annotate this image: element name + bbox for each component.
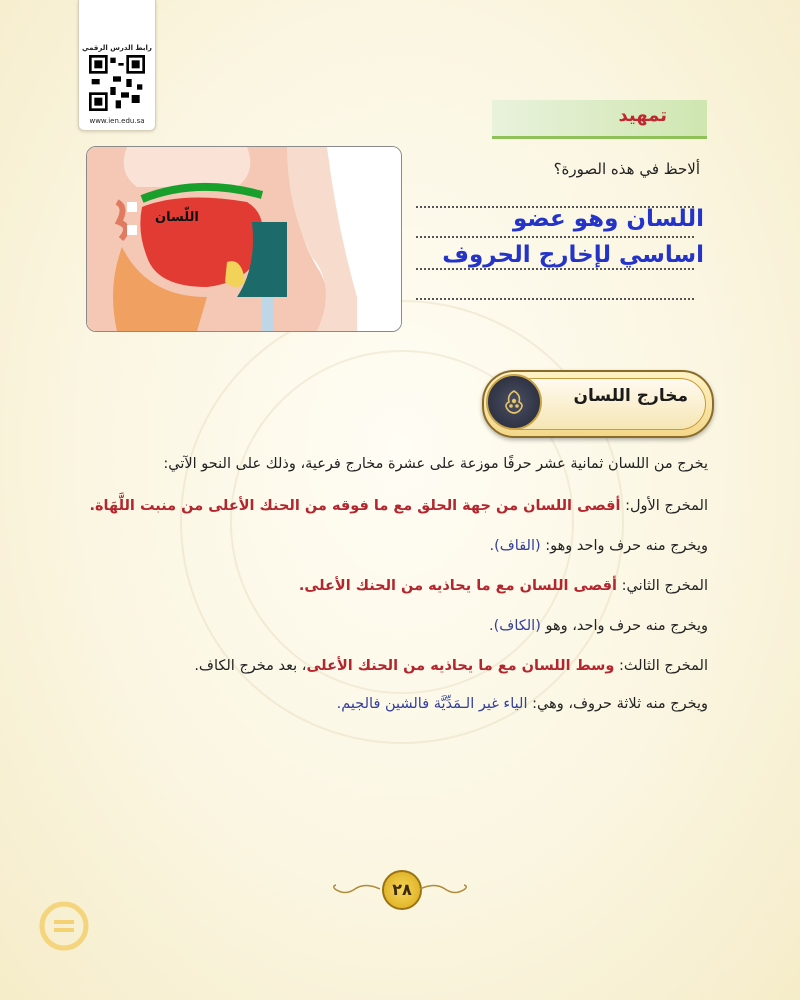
makhraj-3 xyxy=(194,658,708,674)
qr-code-icon[interactable] xyxy=(89,55,145,111)
tongue-anatomy-image xyxy=(86,146,402,332)
makhraj-2 xyxy=(299,578,708,594)
handwritten-answer-2: اساسي لإخارج الحروف xyxy=(442,242,704,268)
page-number-ornament xyxy=(330,868,470,908)
makhraj-3-letters: الياء غير الـمَدِّيَّة فالشين فالجيم. xyxy=(336,696,528,712)
makhraj-1-text: أقصى اللسان من جهة الحلق مع ما فوقه من الحنك الأعلى من منبت اللَّهَاة. xyxy=(89,498,621,514)
image-caption: اللّسان xyxy=(155,210,199,225)
qr-url[interactable]: www.ien.edu.sa xyxy=(89,117,145,125)
makhraj-3-label: المخرج الثالث: xyxy=(614,658,708,674)
header-title: تمهيد xyxy=(618,105,667,126)
makhraj-2-letter: (الكاف). xyxy=(489,618,541,634)
section-badge xyxy=(482,370,714,438)
section-title: مخارج اللسان xyxy=(573,386,688,406)
makhraj-3-text: وسط اللسان مع ما يحاذيه من الحنك الأعلى xyxy=(306,658,615,674)
makhraj-1 xyxy=(89,498,708,514)
page-number: ٢٨ xyxy=(382,870,422,910)
makhraj-2-output-prefix: ويخرج منه حرف واحد، وهو xyxy=(540,618,708,634)
makhraj-3-output-prefix: ويخرج منه ثلاثة حروف، وهي: xyxy=(527,696,708,712)
qr-code-card[interactable] xyxy=(78,0,156,131)
makhraj-2-text: أقصى اللسان مع ما يحاذيه من الحنك الأعلى. xyxy=(298,578,617,594)
flourish-left-icon xyxy=(330,882,380,896)
makhraj-1-label: المخرج الأول: xyxy=(620,498,708,514)
grape-leaf-icon xyxy=(486,374,542,430)
qr-label: رابط الدرس الرقمي xyxy=(82,44,152,52)
answer-line xyxy=(416,236,694,238)
makhraj-1-output xyxy=(489,538,708,554)
makhraj-2-label: المخرج الثاني: xyxy=(616,578,708,594)
makhraj-2-output xyxy=(489,618,708,634)
section-header-bar xyxy=(492,100,707,139)
makhraj-1-letter: (القاف). xyxy=(489,538,541,554)
handwritten-answer-1: اللسان وهو عضو xyxy=(512,206,704,232)
flourish-right-icon xyxy=(420,882,470,896)
intro-text: يخرج من اللسان ثمانية عشر حرفًا موزعة على عشرة مخارج فرعية، وذلك على النحو الآتي: xyxy=(163,456,708,472)
makhraj-1-output-prefix: ويخرج منه حرف واحد وهو: xyxy=(540,538,708,554)
answer-line xyxy=(416,298,694,300)
answer-line xyxy=(416,268,694,270)
makhraj-3-suffix: ، بعد مخرج الكاف. xyxy=(194,658,307,674)
makhraj-3-output xyxy=(337,696,708,712)
question-prompt: ألاحظ في هذه الصورة؟ xyxy=(553,160,700,178)
ien-logo-icon xyxy=(38,900,90,952)
